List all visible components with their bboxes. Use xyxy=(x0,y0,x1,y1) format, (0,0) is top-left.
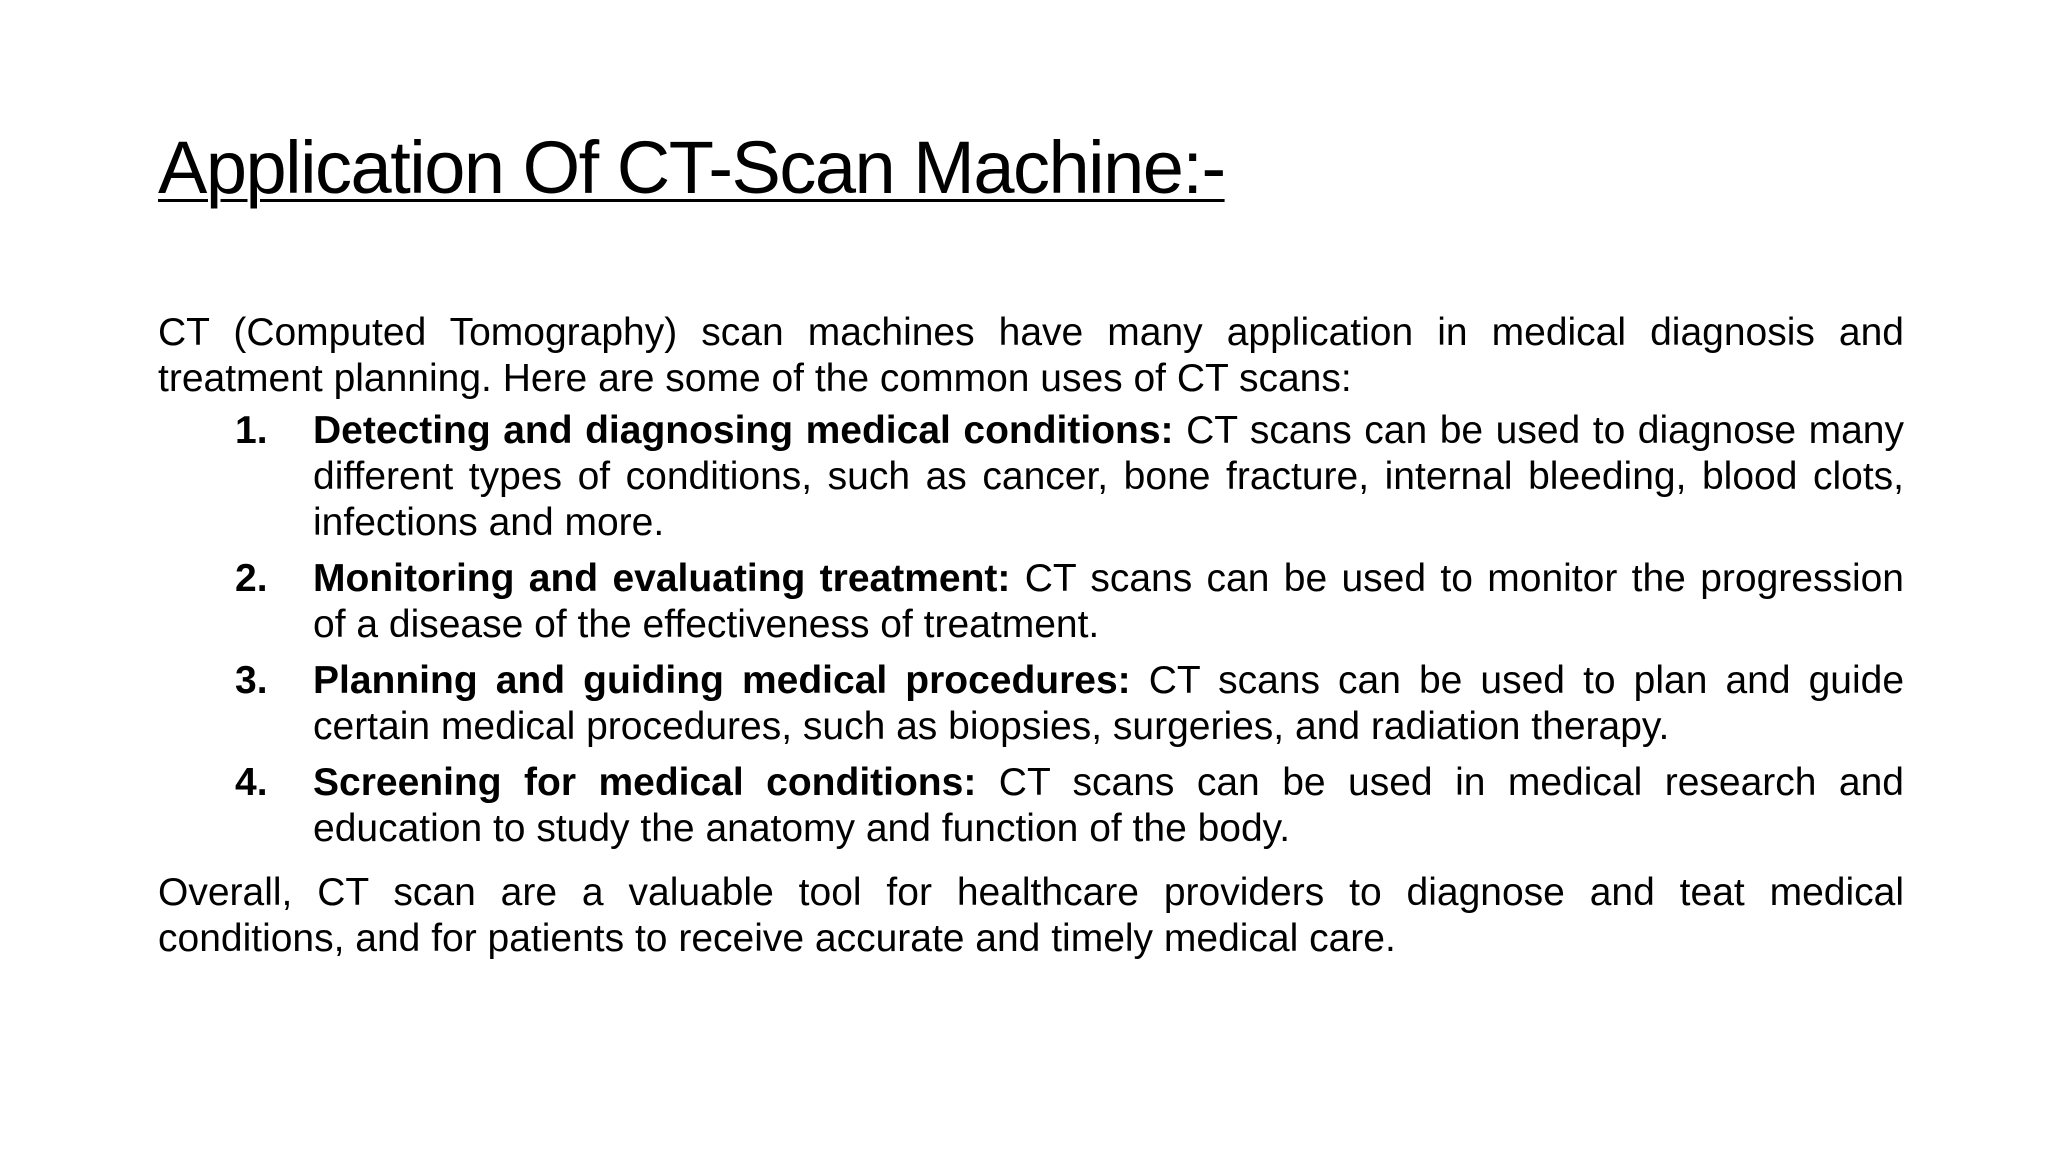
list-item-number: 3. xyxy=(235,659,268,702)
list-item-text: CT scans can be used to plan and guide certain medical procedures, such as biopsies, surgeries, and radiation therapy. xyxy=(313,659,1905,748)
list-item-heading: Planning and guiding medical procedures: xyxy=(313,659,1131,702)
list-item-number: 2. xyxy=(235,557,268,600)
list-item-number: 1. xyxy=(235,409,268,452)
list-item-text: CT scans can be used in medical research and education to study the anatomy and function of the body. xyxy=(313,761,1904,850)
slide-body xyxy=(158,310,1904,962)
list-item-text: CT scans can be used to diagnose many different types of conditions, such as cancer, bone fracture, internal bleeding, blood clots, infections and more. xyxy=(313,409,1904,544)
list-item-heading: Monitoring and evaluating treatment: xyxy=(313,557,1011,600)
list-item-text: CT scans can be used to monitor the progression of a disease of the effectiveness of treatment. xyxy=(313,557,1904,646)
conclusion-paragraph: Overall, CT scan are a valuable tool for healthcare providers to diagnose and teat medical conditions, and for patients to receive accurate and timely medical care. xyxy=(158,871,1904,960)
uses-list xyxy=(158,408,1904,852)
list-item xyxy=(158,658,1904,750)
slide-title: Application Of CT-Scan Machine:- xyxy=(158,126,1225,209)
list-item xyxy=(158,556,1904,648)
list-item-heading: Detecting and diagnosing medical conditions: xyxy=(313,409,1174,452)
list-item xyxy=(158,408,1904,546)
list-item xyxy=(158,760,1904,852)
list-item-heading: Screening for medical conditions: xyxy=(313,761,977,804)
intro-paragraph: CT (Computed Tomography) scan machines have many application in medical diagnosis and treatment planning. Here are some of the common uses of CT scans: xyxy=(158,311,1904,400)
list-item-number: 4. xyxy=(235,761,268,804)
